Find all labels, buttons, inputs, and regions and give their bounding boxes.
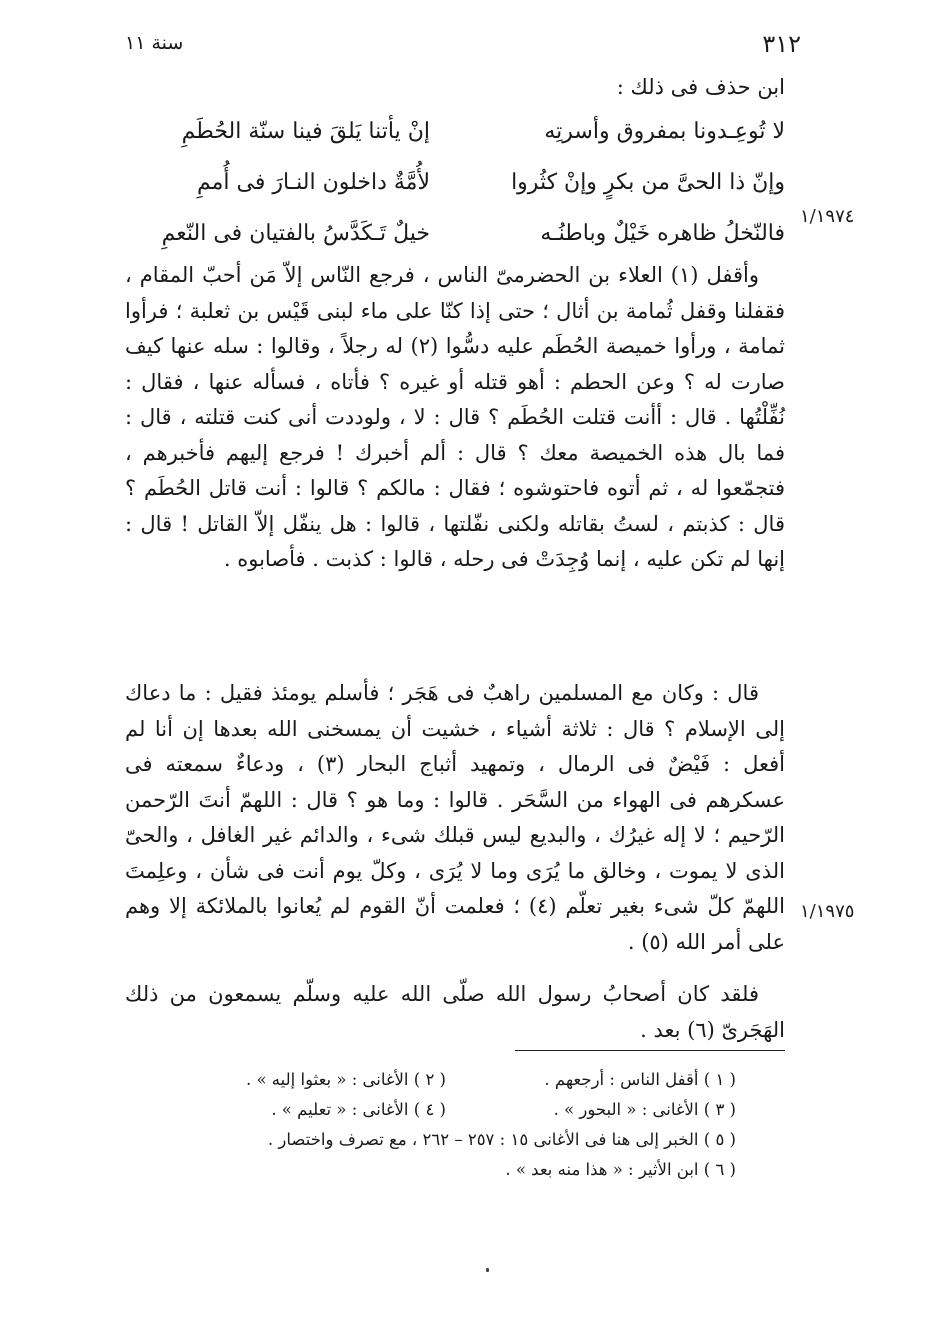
margin-reference: ١/١٩٧٤ — [800, 206, 855, 227]
poem-intro: ابن حذف فى ذلك : — [616, 75, 785, 99]
page-dot — [486, 1268, 489, 1272]
verse-second-hemistich: لأُمَّةٌ داخلون النـارَ فى أُممِ — [196, 170, 430, 195]
body-paragraph: قال : وكان مع المسلمين راهبٌ فى هَجَر ؛ فأسلم يومئذ فقيل : ما دعاك إلى الإسلام ؟ قال : ثلاثة أشياء ، خشيت أن يمسخنى الله بعدها إن أنا لم أفعل : فَيْضٌ فى الرمال ، وتمهيد أثباج البحار (٣) ، ودعاءٌ سمعته فى عسكرهم فى الهواء من السَّحَر . قالوا : وما هو ؟ قال : اللهمّ أنتَ الرّحمن الرّحيم ؛ لا إله غيرُك ، والبديع ليس قبلك شىء ، والدائم غير الغافل ، والحىّ الذى لا يموت ، وخالق ما يُرَى وما لا يُرَى ، وكلّ يوم أنت فى شأن ، وعلِمتَ اللهمّ كلّ شىء بغير تعلّم (٤) ؛ فعلمت أنّ القوم لم يُعانوا بالملائكة إلا وهم على أمر الله (٥) . — [125, 681, 785, 954]
verse-second-hemistich: خيلٌ تَـكَدَّسُ بالفتيان فى النّعمِ — [161, 221, 430, 246]
footnote: ( ٢ ) الأغانى : « بعثوا إليه » . — [245, 1070, 446, 1089]
verse-first-hemistich: لا تُوعِـدونا بمفروق وأسرتِه — [544, 119, 785, 144]
verse-second-hemistich: إنْ يأتنا يَلقَ فينا سنّة الحُطَمِ — [181, 119, 430, 144]
footnote: ( ٦ ) ابن الأثير : « هذا منه بعد » . — [505, 1160, 736, 1179]
footnote: ( ٤ ) الأغانى : « تعليم » . — [271, 1100, 446, 1119]
footnote-divider — [515, 1050, 785, 1051]
body-paragraph: وأقفل (١) العلاء بن الحضرمىّ الناس ، فرجع النّاس إلاّ مَن أحبّ المقام ، فقفلنا وقفل ثُمامة بن أثال ؛ حتى إذا كنّا على ماء لبنى قَيْس بن ثعلبة ؛ فرأوا ثمامة ، ورأوا خميصة الحُطَم عليه دسُّوا (٢) له رجلاً ، وقالوا : سله عنها كيف صارت له ؟ وعن الحطم : أهو قتله أو غيره ؟ فأتاه ، فسأله عنها ، فقال : نُفِّلْتُها . قال : أأنت قتلت الحُطَم ؟ قال : لا ، ولوددت أنى كنت قتلته ، قال : فما بال هذه الخميصة معك ؟ قال : ألم أخبرك ! فرجع إليهم فأخبرهم ، فتجمّعوا له ، ثم أتوه فاحتوشوه ؛ فقال : مالكم ؟ قالوا : أنت قاتل الحُطَم ؟ قال : كذبتم ، لستُ بقاتله ولكنى نفّلتها ، قالوا : هل ينفّل إلاّ القاتل ! قال : إنها لم تكن عليه ، إنما وُجِدَتْ فى رحله ، قالوا : كذبت . فأصابوه . — [125, 263, 785, 571]
year-label: سنة ١١ — [125, 32, 184, 54]
verse-first-hemistich: فالنّخلُ ظاهره خَيْلٌ وباطنُـه — [540, 221, 785, 246]
body-paragraph: فلقد كان أصحابُ رسول الله صلّى الله عليه وسلّم يسمعون من ذلك الهَجَرىّ (٦) بعد . — [125, 982, 785, 1042]
margin-reference: ١/١٩٧٥ — [800, 901, 855, 922]
footnote: ( ١ ) أقفل الناس : أرجعهم . — [544, 1070, 736, 1089]
footnote: ( ٥ ) الخبر إلى هنا فى الأغانى ١٥ : ٢٥٧ – ٢٦٢ ، مع تصرف واختصار . — [267, 1130, 736, 1149]
page-number: ٣١٢ — [762, 30, 801, 58]
poem-verse — [125, 112, 785, 152]
verse-first-hemistich: وإنّ ذا الحىَّ من بكرٍ وإنْ كثُروا — [511, 170, 785, 195]
footnote: ( ٣ ) الأغانى : « البحور » . — [553, 1100, 736, 1119]
poem-verse — [125, 214, 785, 254]
poem-verse — [125, 163, 785, 203]
